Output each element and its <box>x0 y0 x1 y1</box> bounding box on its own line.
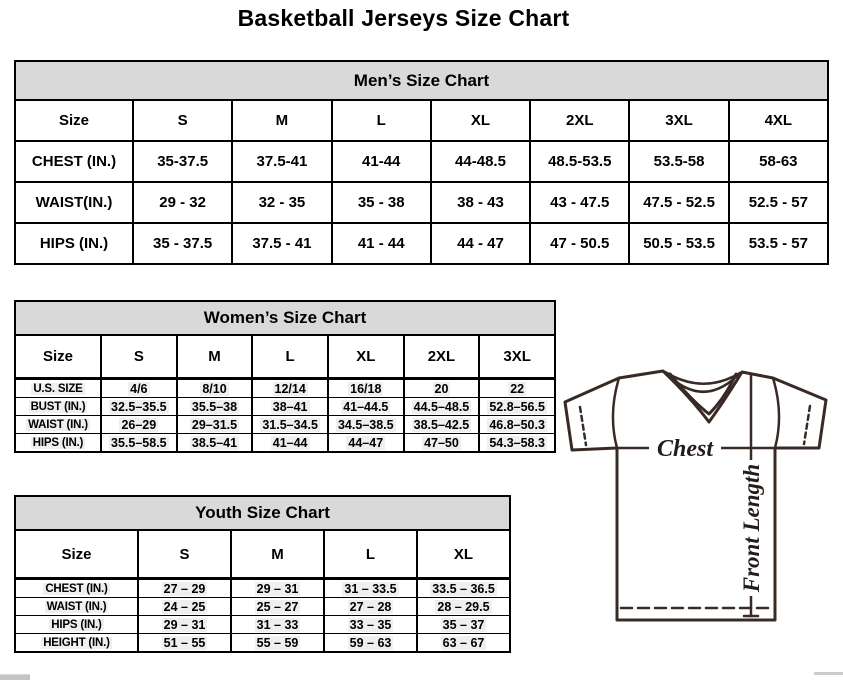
size-value-text: 63 – 67 <box>442 635 485 650</box>
size-value <box>404 398 480 416</box>
womens-size-table <box>14 300 556 453</box>
size-value-text: 31 – 33.5 <box>344 581 397 596</box>
size-value-text: 37.5 - 41 <box>252 235 312 252</box>
size-value-text: 24 – 25 <box>163 599 206 614</box>
size-value-text: 41 - 44 <box>357 235 405 252</box>
row-label-text: BUST (IN.) <box>30 400 86 413</box>
row-label-text: U.S. SIZE <box>33 382 83 395</box>
row-label <box>15 223 133 264</box>
column-header-s: S <box>138 530 231 579</box>
size-value <box>629 182 728 223</box>
size-value-text: 35 – 37 <box>442 617 485 632</box>
page-title: Basketball Jerseys Size Chart <box>237 5 570 31</box>
size-value <box>417 598 510 616</box>
size-value <box>328 398 404 416</box>
size-value <box>328 379 404 398</box>
column-header-2xl: 2XL <box>530 100 629 141</box>
size-value <box>729 182 828 223</box>
column-header-3xl: 3XL <box>629 100 728 141</box>
size-row <box>15 182 828 223</box>
size-row <box>15 598 510 616</box>
column-header-s: S <box>133 100 232 141</box>
size-value-text: 41–44 <box>272 435 308 450</box>
size-value <box>232 141 331 182</box>
size-value <box>252 398 328 416</box>
size-row <box>15 434 555 453</box>
size-value <box>324 634 417 653</box>
size-row <box>15 398 555 416</box>
column-header-l: L <box>324 530 417 579</box>
column-header-4xl: 4XL <box>729 100 828 141</box>
size-value <box>417 634 510 653</box>
size-value <box>530 223 629 264</box>
size-row <box>15 616 510 634</box>
size-value <box>417 579 510 598</box>
size-value-text: 54.3–58.3 <box>489 435 545 450</box>
size-value <box>479 379 555 398</box>
row-label-text: HIPS (IN.) <box>51 618 102 631</box>
size-row <box>15 634 510 653</box>
size-value-text: 35.5–58.5 <box>111 435 167 450</box>
size-value-text: 8/10 <box>202 381 227 396</box>
size-value-text: 35 - 37.5 <box>153 235 213 252</box>
size-value-text: 48.5-53.5 <box>548 153 612 170</box>
size-value-text: 59 – 63 <box>349 635 392 650</box>
size-value-text: 53.5-58 <box>653 153 705 170</box>
row-label <box>15 616 138 634</box>
column-header-2xl: 2XL <box>404 335 480 379</box>
size-value-text: 16/18 <box>350 381 382 396</box>
column-header-xl: XL <box>431 100 530 141</box>
size-value-text: 27 – 28 <box>349 599 392 614</box>
size-value-text: 32 - 35 <box>258 194 306 211</box>
size-value-text: 47.5 - 52.5 <box>643 194 715 211</box>
size-value-text: 35 - 38 <box>357 194 405 211</box>
size-value-text: 12/14 <box>274 381 306 396</box>
size-value-text: 32.5–35.5 <box>111 399 167 414</box>
row-label <box>15 416 101 434</box>
mens-chart-title: Men’s Size Chart <box>15 61 828 100</box>
size-value <box>332 223 431 264</box>
size-value <box>177 398 253 416</box>
size-value-text: 38.5–41 <box>191 435 238 450</box>
column-header-m: M <box>231 530 324 579</box>
size-value-text: 4/6 <box>130 381 148 396</box>
row-label-text: WAIST (IN.) <box>28 418 88 431</box>
size-value-text: 27 – 29 <box>163 581 206 596</box>
womens-chart-title: Women’s Size Chart <box>15 301 555 335</box>
column-header-xl: XL <box>417 530 510 579</box>
size-value-text: 38–41 <box>272 399 308 414</box>
column-header-s: S <box>101 335 177 379</box>
jersey-outline <box>565 371 826 620</box>
size-value-text: 43 - 47.5 <box>550 194 610 211</box>
size-value <box>479 434 555 453</box>
scrollbar-fragment-left[interactable] <box>0 674 30 680</box>
size-value <box>133 182 232 223</box>
size-value <box>252 379 328 398</box>
size-value <box>431 223 530 264</box>
size-value <box>231 616 324 634</box>
size-value <box>231 579 324 598</box>
size-value <box>729 223 828 264</box>
row-label-text: CHEST (IN.) <box>45 582 108 595</box>
size-value <box>231 634 324 653</box>
row-label <box>15 379 101 398</box>
size-value <box>328 434 404 453</box>
size-row <box>15 141 828 182</box>
row-label-text: HIPS (IN.) <box>39 235 109 252</box>
size-value <box>530 141 629 182</box>
size-value-text: 58-63 <box>759 153 798 170</box>
size-value <box>101 379 177 398</box>
size-value-text: 29–31.5 <box>191 417 238 432</box>
column-header-m: M <box>232 100 331 141</box>
size-value <box>431 182 530 223</box>
row-label-text: HIPS (IN.) <box>32 436 84 449</box>
size-value-text: 52.5 - 57 <box>748 194 808 211</box>
jersey-diagram-svg <box>555 362 837 654</box>
size-value <box>138 598 231 616</box>
column-header-xl: XL <box>328 335 404 379</box>
size-value-text: 51 – 55 <box>163 635 206 650</box>
size-value-text: 29 – 31 <box>256 581 299 596</box>
size-value-text: 33 – 35 <box>349 617 392 632</box>
size-value-text: 41–44.5 <box>343 399 389 414</box>
mens-size-table <box>14 60 829 265</box>
size-value-text: 28 – 29.5 <box>437 599 490 614</box>
size-value <box>138 634 231 653</box>
size-value <box>324 616 417 634</box>
size-value-text: 26–29 <box>121 417 157 432</box>
size-value <box>177 434 253 453</box>
youth-size-table <box>14 495 511 653</box>
size-row <box>15 379 555 398</box>
row-label <box>15 398 101 416</box>
column-header-l: L <box>332 100 431 141</box>
size-value <box>479 398 555 416</box>
size-value <box>324 579 417 598</box>
size-value-text: 35.5–38 <box>191 399 238 414</box>
size-row <box>15 579 510 598</box>
size-value <box>232 182 331 223</box>
size-value-text: 44–47 <box>348 435 384 450</box>
size-value-text: 37.5-41 <box>256 153 308 170</box>
size-value-text: 29 - 32 <box>159 194 206 211</box>
size-value-text: 46.8–50.3 <box>489 417 545 432</box>
size-value <box>101 416 177 434</box>
size-value <box>479 416 555 434</box>
size-value-text: 33.5 – 36.5 <box>432 581 495 596</box>
size-value-text: 22 <box>510 381 525 396</box>
size-value-text: 38.5–42.5 <box>413 417 470 432</box>
size-value <box>328 416 404 434</box>
size-value-text: 52.8–56.5 <box>489 399 545 414</box>
jersey-measurement-diagram <box>555 362 837 654</box>
size-value <box>629 141 728 182</box>
size-value <box>232 223 331 264</box>
size-value <box>101 434 177 453</box>
row-label <box>15 141 133 182</box>
row-label-text: CHEST (IN.) <box>31 153 117 170</box>
column-header-m: M <box>177 335 253 379</box>
row-label-text: WAIST (IN.) <box>46 600 107 613</box>
size-value-text: 44.5–48.5 <box>413 399 470 414</box>
size-value <box>138 616 231 634</box>
size-value <box>177 416 253 434</box>
size-value-text: 41-44 <box>362 153 401 170</box>
size-value <box>133 223 232 264</box>
size-value <box>252 416 328 434</box>
column-header-3xl: 3XL <box>479 335 555 379</box>
size-value <box>324 598 417 616</box>
size-value-text: 34.5–38.5 <box>337 417 394 432</box>
size-value-text: 35-37.5 <box>157 153 209 170</box>
row-label <box>15 579 138 598</box>
front-length-label: Front Length <box>739 463 764 593</box>
size-value-text: 55 – 59 <box>256 635 299 650</box>
size-value <box>138 579 231 598</box>
size-value <box>177 379 253 398</box>
size-value <box>404 434 480 453</box>
size-value <box>629 223 728 264</box>
size-value-text: 53.5 - 57 <box>748 235 808 252</box>
column-header-size: Size <box>15 530 138 579</box>
size-value <box>101 398 177 416</box>
size-row <box>15 416 555 434</box>
size-value <box>404 416 480 434</box>
size-value-text: 31 – 33 <box>256 617 299 632</box>
size-value-text: 29 – 31 <box>163 617 206 632</box>
row-label <box>15 434 101 453</box>
size-value-text: 38 - 43 <box>457 194 504 211</box>
size-value-text: 20 <box>434 381 449 396</box>
size-value <box>417 616 510 634</box>
size-value <box>530 182 629 223</box>
column-header-size: Size <box>15 100 133 141</box>
size-row <box>15 223 828 264</box>
size-value-text: 47–50 <box>424 435 459 450</box>
youth-chart-title: Youth Size Chart <box>15 496 510 530</box>
size-value-text: 44-48.5 <box>455 153 506 170</box>
size-value-text: 50.5 - 53.5 <box>643 235 715 252</box>
size-value-text: 47 - 50.5 <box>550 235 610 252</box>
row-label-text: HEIGHT (IN.) <box>43 636 110 649</box>
size-value <box>729 141 828 182</box>
column-header-size: Size <box>15 335 101 379</box>
size-value-text: 31.5–34.5 <box>262 417 318 432</box>
size-value <box>431 141 530 182</box>
row-label <box>15 182 133 223</box>
row-label <box>15 634 138 653</box>
chest-label: Chest <box>656 436 714 462</box>
row-label <box>15 598 138 616</box>
scrollbar-fragment-right[interactable] <box>814 672 843 675</box>
size-value <box>133 141 232 182</box>
size-value <box>332 141 431 182</box>
size-value <box>252 434 328 453</box>
size-value-text: 44 - 47 <box>457 235 504 252</box>
column-header-l: L <box>252 335 328 379</box>
size-value-text: 25 – 27 <box>256 599 299 614</box>
size-value <box>231 598 324 616</box>
size-value <box>404 379 480 398</box>
row-label-text: WAIST(IN.) <box>35 194 113 211</box>
size-value <box>332 182 431 223</box>
